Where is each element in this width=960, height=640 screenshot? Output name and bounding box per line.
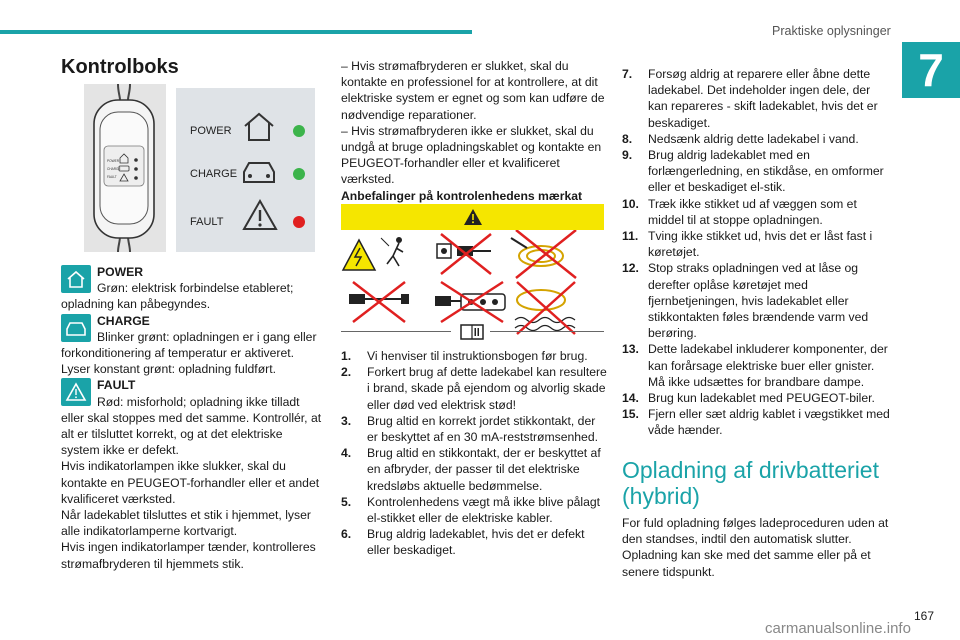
list-item: [622, 390, 890, 406]
fault-indicator-icon: [61, 378, 91, 406]
house-icon: [242, 112, 276, 142]
indicator-text: Rød: misforhold; opladning ikke tilladt: [97, 394, 300, 409]
indicator-charge: [61, 313, 323, 378]
indicator-fault: [61, 377, 323, 458]
item-text: Brug aldrig ladekablet med en forlængerledning, en stikdåse, en omformer eller et beskadiget el-stik.: [648, 148, 884, 195]
item-number: 6.: [341, 527, 352, 542]
item-text: Brug altid en stikkontakt, der er beskyttet af en afbryder, der passer til det elektriske kredsløbs aktuelle bedømmelse.: [367, 446, 601, 493]
no-extension-cord-icon: [349, 282, 409, 322]
list-item: [341, 364, 607, 413]
item-text: Forsøg aldrig at reparere eller åbne dette ladekabel. Det indeholder ingen dele, der kan repareres - skift ladekablet, hvis det er beskadiget.: [648, 67, 878, 130]
item-text: Tving ikke stikket ud, hvis det er låst fast i køretøjet.: [648, 229, 873, 260]
device-label-power: POWER: [107, 159, 120, 163]
charge-led: [293, 168, 305, 180]
column-3-list: [622, 66, 890, 439]
item-text: Brug kun ladekablet med PEUGEOT-biler.: [648, 391, 875, 406]
panel-label-charge: CHARGE: [190, 168, 238, 180]
power-indicator-icon: [61, 265, 91, 293]
item-number: 8.: [622, 131, 633, 146]
section-title: Praktiske oplysninger: [772, 24, 891, 38]
indicator-heading: FAULT: [97, 378, 136, 393]
item-text: Stop straks opladningen ved at låse og derefter oplåse køretøjet med fjernbetjeningen, hvis ladekablet eller stikkontakten føles brændende varm ved berøring.: [648, 261, 869, 341]
paragraph: For fuld opladning følges ladeproceduren uden at den standses, indtil den automatisk slutter.: [622, 516, 889, 547]
item-text: Dette ladekabel inkluderer komponenter, der kan forårsage elektriske buer eller gnister. Må ikke udsættes for brandbare dampe.: [648, 342, 888, 389]
list-item: [622, 147, 890, 196]
list-item: [622, 228, 890, 260]
item-text: Forkert brug af dette ladekabel kan resultere i brand, skade på ejendom og alvorlig skade eller død ved elektrisk stød!: [367, 365, 607, 412]
no-power-strip-icon: [435, 282, 505, 322]
section-heading: [622, 457, 879, 509]
item-number: 11.: [622, 229, 639, 244]
item-text: Kontrolenhedens vægt må ikke blive pålagt el-stikket eller de elektriske kabler.: [367, 494, 601, 526]
section-heading-line-1: Opladning af drivbatteriet: [622, 457, 879, 483]
item-number: 14.: [622, 391, 639, 406]
indicator-text-cont: eller skal stoppes med det samme. Kontrollér, at alt er tilsluttet korrekt, og at det elektriske system ikke er defekt.: [61, 410, 322, 458]
item-number: 5.: [341, 494, 352, 509]
list-item: [622, 196, 890, 228]
section-heading-line-2: (hybrid): [622, 483, 700, 509]
power-led: [293, 125, 305, 137]
item-text: Træk ikke stikket ud af væggen som et middel til at stoppe opladningen.: [648, 196, 857, 227]
paragraph: Hvis indikatorlampen ikke slukker, skal du kontakte en PEUGEOT-forhandler eller et andet kvalificeret værksted.: [61, 459, 320, 506]
car-icon: [240, 158, 278, 186]
watermark: carmanualsonline.info: [765, 620, 911, 637]
item-number: 12.: [622, 261, 639, 276]
column-2-upper: [341, 58, 607, 204]
item-number: 9.: [622, 148, 633, 163]
item-text: Brug altid en korrekt jordet stikkontakt, der er beskyttet af en 30 mA-reststrømsenhed.: [367, 413, 598, 445]
device-label-fault: FAULT: [107, 175, 117, 179]
no-cable-reel-icon: [511, 230, 576, 278]
section-2-text: [622, 515, 890, 580]
list-item: [622, 66, 890, 131]
warning-pictograms: [341, 230, 604, 338]
item-text: Fjern eller sæt aldrig kablet i vægstikket med våde hænder.: [648, 407, 890, 438]
divider: [341, 331, 451, 332]
list-item: [622, 260, 890, 341]
item-text: Vi henviser til instruktionsbogen før brug.: [367, 349, 588, 363]
indicator-heading: CHARGE: [97, 313, 150, 328]
list-item: [341, 494, 607, 526]
label-heading: Anbefalinger på kontrolenhedens mærkat: [341, 188, 583, 203]
indicator-text-cont: forkonditionering af temperatur er aktiveret. Lyser konstant grønt: opladning fuldført.: [61, 346, 295, 377]
item-number: 1.: [341, 349, 352, 363]
no-water-icon: [515, 282, 575, 334]
list-item: [341, 348, 607, 364]
divider: [490, 331, 604, 332]
list-item: [341, 526, 607, 558]
indicator-heading: POWER: [97, 265, 144, 279]
item-text: Nedsænk aldrig dette ladekabel i vand.: [648, 131, 859, 146]
paragraph: Når ladekablet tilsluttes et stik i hjemmet, lyser alle indikatorlamperne kortvarigt.: [61, 508, 311, 539]
warning-label-strip: [341, 204, 604, 230]
control-box-illustration: [84, 84, 166, 252]
list-item: [341, 413, 607, 445]
indicator-text: Grøn: elektrisk forbindelse etableret;: [97, 281, 294, 296]
indicator-panel: [176, 88, 315, 252]
electric-shock-icon: [343, 237, 403, 270]
paragraph: Hvis ingen indikatorlamper tænder, kontrolleres strømafbryderen til hjemmets stik.: [61, 540, 316, 571]
warning-triangle-icon: [242, 198, 278, 232]
list-item: [341, 445, 607, 494]
item-number: 2.: [341, 365, 352, 380]
column-2-list: [341, 348, 607, 559]
item-number: 13.: [622, 342, 639, 357]
paragraph: Opladning kan ske med det samme eller på et senere tidspunkt.: [622, 548, 871, 579]
charge-indicator-icon: [61, 314, 91, 342]
indicator-power: [61, 264, 323, 313]
list-item: [622, 341, 890, 390]
panel-label-power: POWER: [190, 125, 232, 137]
indicator-text: Blinker grønt: opladningen er i gang eller: [97, 329, 317, 344]
panel-label-fault: FAULT: [190, 216, 224, 228]
warning-triangle-icon: [463, 207, 483, 227]
item-number: 7.: [622, 67, 633, 81]
device-label-charge: CHARGE: [107, 167, 121, 171]
item-number: 4.: [341, 446, 352, 461]
list-item: [622, 406, 890, 438]
chapter-number: 7: [902, 42, 960, 98]
page-number: 167: [914, 609, 935, 623]
page-title: Kontrolboks: [61, 56, 179, 78]
paragraph: – Hvis strømafbryderen ikke er slukket, skal du undgå at bruge opladningskablet og kontakte en PEUGEOT-forhandler eller et kvalificeret værksted.: [341, 123, 602, 187]
item-number: 10.: [622, 196, 639, 211]
item-number: 3.: [341, 413, 352, 428]
column-1: [61, 264, 323, 572]
header-accent-bar: [0, 30, 472, 34]
item-number: 15.: [622, 407, 639, 422]
manual-book-icon: [460, 324, 484, 340]
indicator-text-cont: opladning kan påbegyndes.: [61, 297, 211, 312]
no-adapter-icon: [437, 234, 491, 274]
fault-led: [293, 216, 305, 228]
list-item: [622, 131, 890, 147]
paragraph: – Hvis strømafbryderen er slukket, skal du kontakte en professionel for at kontrollere, at dit elektriske system er egnet og som kan udføre de nødvendige reparationer.: [341, 59, 605, 122]
item-text: Brug aldrig ladekablet, hvis det er defekt eller beskadiget.: [367, 527, 585, 558]
